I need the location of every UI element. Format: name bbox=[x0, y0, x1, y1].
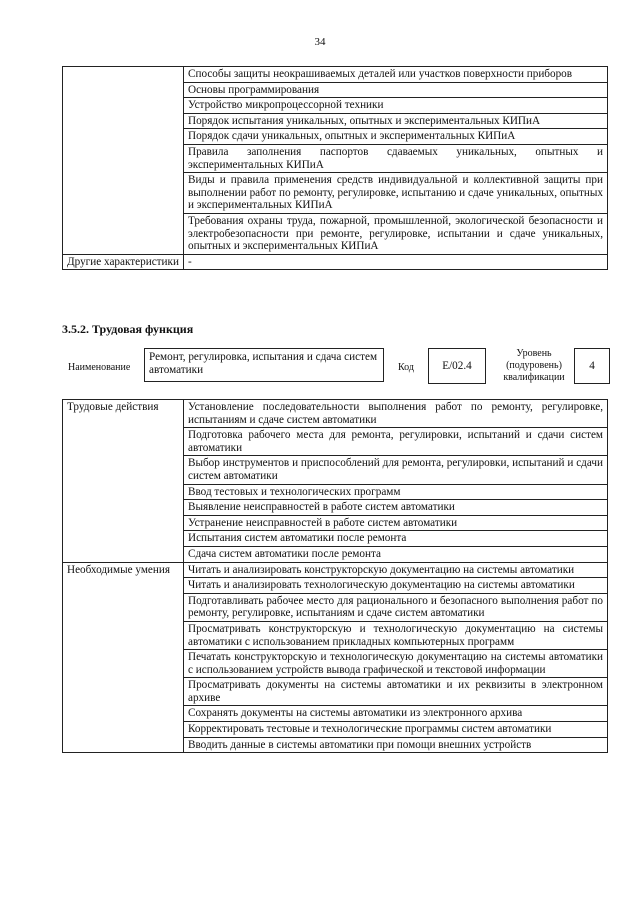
row-item: Выявление неисправностей в работе систем автоматики bbox=[184, 500, 608, 516]
requirements-table-continued bbox=[62, 66, 608, 270]
row-item: Виды и правила применения средств индивидуальной и коллективной защиты при выполнении работ по ремонту, регулировке, испытанию и сдаче уникальных, опытных и экспериментальных КИПиА bbox=[184, 173, 608, 214]
row-item: Сохранять документы на системы автоматики из электронного архива bbox=[184, 706, 608, 722]
table-row bbox=[63, 562, 608, 578]
row-category: Необходимые умения bbox=[63, 562, 184, 753]
qualification-level-value: 4 bbox=[574, 348, 610, 384]
row-item: Основы программирования bbox=[184, 82, 608, 98]
code-value: E/02.4 bbox=[428, 348, 486, 384]
row-item: Устранение неисправностей в работе систем автоматики bbox=[184, 515, 608, 531]
row-category: Трудовые действия bbox=[63, 400, 184, 563]
row-item: Испытания систем автоматики после ремонта bbox=[184, 531, 608, 547]
function-name-value: Ремонт, регулировка, испытания и сдача систем автоматики bbox=[144, 348, 384, 382]
row-item: Ввод тестовых и технологических программ bbox=[184, 484, 608, 500]
row-item: Правила заполнения паспортов сдаваемых уникальных, опытных и экспериментальных КИПиА bbox=[184, 144, 608, 172]
table-row bbox=[63, 254, 608, 270]
row-item: Подготовка рабочего места для ремонта, регулировки, испытаний и сдачи систем автоматики bbox=[184, 428, 608, 456]
row-item: Сдача систем автоматики после ремонта bbox=[184, 546, 608, 562]
row-item: - bbox=[184, 254, 608, 270]
code-label: Код bbox=[398, 362, 414, 373]
labor-function-table bbox=[62, 399, 608, 753]
row-item: Читать и анализировать конструкторскую документацию на системы автоматики bbox=[184, 562, 608, 578]
row-item: Читать и анализировать технологическую документацию на системы автоматики bbox=[184, 578, 608, 594]
row-item: Устройство микропроцессорной техники bbox=[184, 98, 608, 114]
page-number: 34 bbox=[314, 36, 326, 48]
row-item: Выбор инструментов и приспособлений для ремонта, регулировки, испытаний и сдачи систем автоматики bbox=[184, 456, 608, 484]
row-item: Вводить данные в системы автоматики при помощи внешних устройств bbox=[184, 737, 608, 753]
row-item: Корректировать тестовые и технологические программы систем автоматики bbox=[184, 722, 608, 738]
name-label: Наименование bbox=[68, 362, 131, 373]
row-item: Способы защиты неокрашиваемых деталей или участков поверхности приборов bbox=[184, 67, 608, 83]
row-category bbox=[63, 67, 184, 255]
function-header bbox=[62, 348, 608, 388]
qualification-level-label: Уровень (подуровень) квалификации bbox=[503, 348, 565, 383]
row-item: Порядок сдачи уникальных, опытных и экспериментальных КИПиА bbox=[184, 129, 608, 145]
row-item: Печатать конструкторскую и технологическую документацию на системы автоматики с использованием устройств вывода графической и текстовой информации bbox=[184, 650, 608, 678]
row-item: Просматривать документы на системы автоматики и их реквизиты в электронном архиве bbox=[184, 678, 608, 706]
row-item: Порядок испытания уникальных, опытных и экспериментальных КИПиА bbox=[184, 113, 608, 129]
row-item: Установление последовательности выполнения работ по ремонту, регулировке, испытаниям и сдаче систем автоматики bbox=[184, 400, 608, 428]
row-item: Подготавливать рабочее место для рационального и безопасного выполнения работ по ремонту, регулировке, испытаниям и сдаче систем автоматики bbox=[184, 593, 608, 621]
table-row bbox=[63, 67, 608, 83]
section-title: 3.5.2. Трудовая функция bbox=[62, 322, 194, 336]
row-category: Другие характеристики bbox=[63, 254, 184, 270]
table-row bbox=[63, 400, 608, 428]
row-item: Требования охраны труда, пожарной, промышленной, экологической безопасности и электробезопасности при ремонте, регулировке, испытании и сдаче уникальных, опытных и экспериментальных КИПиА bbox=[184, 213, 608, 254]
row-item: Просматривать конструкторскую и технологическую документацию на системы автоматики с использованием прикладных компьютерных программ bbox=[184, 621, 608, 649]
